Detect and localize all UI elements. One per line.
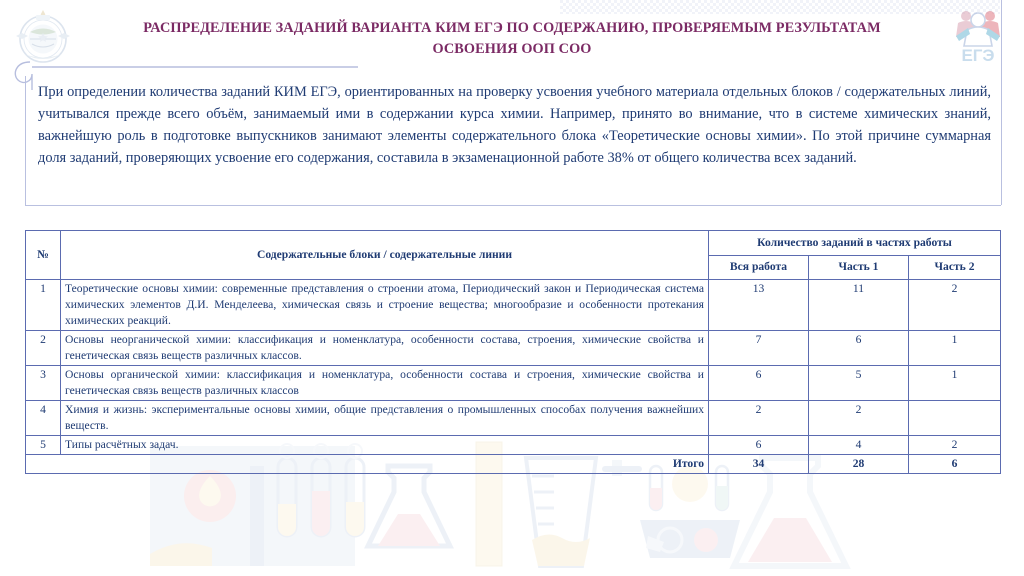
row-part-1: 4 [809,435,909,454]
row-number: 5 [26,435,61,454]
row-part-1: 5 [809,365,909,400]
row-whole-work: 13 [709,280,809,331]
page-title: РАСПРЕДЕЛЕНИЕ ЗАДАНИЙ ВАРИАНТА КИМ ЕГЭ ПО СОДЕРЖАНИЮ, ПРОВЕРЯЕМЫМ РЕЗУЛЬТАТАМ ОСВОЕНИЯ ООП СОО [143,20,881,57]
row-whole-work: 7 [709,330,809,365]
table-row [26,280,1001,331]
table-body [26,280,1001,474]
row-description: Теоретические основы химии: современные представления о строении атома, Периодический закон и Периодическая система химических элементов Д.И. Менделеева, химическая связь и строение вещества; многообразие и особенности протекания химических реакций. [61,280,709,331]
intro-paragraph-text: При определении количества заданий КИМ ЕГЭ, ориентированных на проверку усвоения учебного материала отдельных блоков / содержательных линий, учитывался прежде всего объём, занимаемый ими в содержании курса химии. Например, принято во внимание, что в системе химических знаний, важнейшую роль в подготовке выпускников занимают элементы содержательного блока «Теоретические основы химии». По этой причине суммарная доля заданий, проверяющих усвоение его содержания, составила в экзаменационной работе 38% от общего количества всех заданий. [38,84,991,166]
row-part-2: 2 [909,280,1001,331]
total-whole-work: 34 [709,454,809,473]
row-part-1: 11 [809,280,909,331]
slide-header [0,18,1024,59]
svg-text:ЕГЭ: ЕГЭ [961,46,995,64]
table-row [26,330,1001,365]
table-row [26,400,1001,435]
header-content-blocks: Содержательные блоки / содержательные линии [61,231,709,280]
header-whole-work: Вся работа [709,255,809,280]
top-checker-texture [560,0,1000,14]
header-part-2: Часть 2 [909,255,1001,280]
row-number: 4 [26,400,61,435]
total-part-1: 28 [809,454,909,473]
intro-paragraph-box [25,76,1001,206]
row-number: 2 [26,330,61,365]
row-part-2: 1 [909,365,1001,400]
row-part-2: 2 [909,435,1001,454]
header-number: № [26,231,61,280]
row-number: 1 [26,280,61,331]
row-part-2: 1 [909,330,1001,365]
row-description: Химия и жизнь: экспериментальные основы химии, общие представления о промышленных способах получения важнейших веществ. [61,400,709,435]
task-distribution-table [25,230,1001,474]
total-part-2: 6 [909,454,1001,473]
table-header-row-1 [26,231,1001,256]
row-description: Типы расчётных задач. [61,435,709,454]
total-label: Итого [26,454,709,473]
header-task-count-group: Количество заданий в частях работы [709,231,1001,256]
row-part-2 [909,400,1001,435]
row-number: 3 [26,365,61,400]
table-row [26,365,1001,400]
row-whole-work: 6 [709,435,809,454]
table-row [26,435,1001,454]
table-total-row [26,454,1001,473]
row-description: Основы неорганической химии: классификация и номенклатура, особенности состава, строения, химические свойства и генетическая связь веществ различных классов. [61,330,709,365]
row-description: Основы органической химии: классификация и номенклатура, особенности состава и строения, химические свойства и генетическая связь веществ различных классов [61,365,709,400]
row-whole-work: 2 [709,400,809,435]
header-part-1: Часть 1 [809,255,909,280]
row-part-1: 2 [809,400,909,435]
table-header [26,231,1001,280]
row-part-1: 6 [809,330,909,365]
row-whole-work: 6 [709,365,809,400]
